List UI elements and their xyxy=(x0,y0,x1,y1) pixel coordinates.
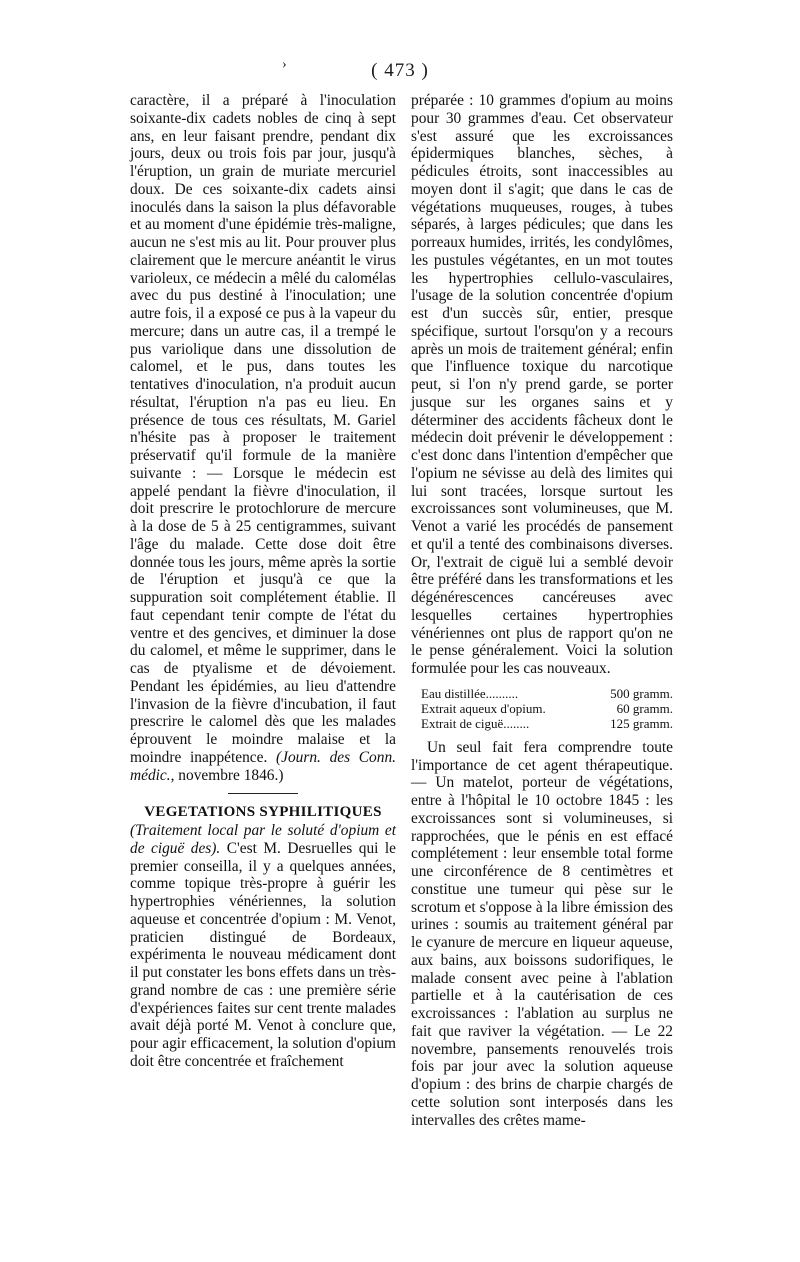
right-paragraph-1: préparée : 10 grammes d'opium au moins pour 30 grammes d'eau. Cet observateur s'est assuré que les excroissances épidermiques blanches, sèches, à pédicules étroits, sont inaccessibles au moyen dont il s'agit; que dans le cas de végétations muqueuses, rouges, à tubes séparés, à larges pédicules; que dans les porreaux humides, irrités, les condylômes, les pustules végétantes, en un mot toutes les hypertrophies cellulo-vasculaires, l'usage de la solution concentrée d'opium est d'un succès sûr, entier, presque spécifique, surtout l'orsqu'on y a recours après un mois de traitement général; enfin que l'influence toxique du narcotique peut, si l'on n'y prend garde, se porter jusque sur les organes sains et y déterminer des accidents fâcheux dont le médecin doit prévenir le développement : c'est donc dans l'intention d'empêcher que l'opium ne sévisse au delà des limites qui lui sont tracées, lorsque surtout les excroissances sont volumineuses, que M. Venot a varié les procédés de pansement et qu'il a tenté des combinaisons diverses. Or, l'extrait de ciguë lui a semblé devoir être préféré dans les transformations et les dégénérescences cancéreuses avec lesquelles certaines hypertrophies vénériennes ont plus de rapport qu'on ne le pense généralement. Voici la solution formulée pour les cas nouveaux. xyxy=(411,92,673,677)
formula-ingredient: Extrait de ciguë........ xyxy=(421,715,530,731)
formula-table xyxy=(411,686,673,731)
citation-source: (Journ. des Conn. médic. xyxy=(130,748,396,784)
left-paragraph-2-text: C'est M. Desruelles qui le premier conseilla, il y a quelques années, comme topique très-propre à guérir les hypertrophies vénériennes, la solution aqueuse et concentrée d'opium : M. Venot, praticien distingué de Bordeaux, expérimenta le nouveau médicament dont il put constater les bons effets dans un très-grand nombre de cas : une première série d'expériences faites sur cent trente malades avait déjà porté M. Venot à conclure que, pour agir efficacement, la solution d'opium doit être concentrée et fraîchement xyxy=(130,839,396,1070)
formula-ingredient: Extrait aqueux d'opium. xyxy=(421,700,546,716)
formula-ingredient: Eau distillée.......... xyxy=(421,685,519,701)
section-heading: VEGETATIONS SYPHILITIQUES xyxy=(144,804,382,821)
left-paragraph-2 xyxy=(130,822,396,1071)
left-paragraph-1-text: caractère, il a préparé à l'inoculation soixante-dix cadets nobles de cinq à sept ans, en leur faisant prendre, pendant dix jours, deux ou trois fois par jour, jusqu'à l'éruption, un grain de muriate mercuriel doux. De ces soixante-dix cadets ainsi inoculés dans la saison la plus défavorable et au moment d'une épidémie très-maligne, aucun ne s'est mis au lit. Pour prouver plus clairement que le mercure anéantit le virus varioleux, ce médecin a mêlé du calomélas avec du pus destiné à l'inoculation; une autre fois, il a exposé ce pus à la vapeur du mercure; dans un autre cas, il a trempé le pus variolique dans une dissolution de calomel, et le pus, dans toutes les tentatives d'inoculation, n'a produit aucun résultat, l'éruption n'a pas eu lieu. En présence de tous ces résultats, M. Gariel n'hésite pas à proposer le traitement préservatif qu'il formule de la manière suivante : — Lorsque le médecin est appelé pendant la fièvre d'inoculation, il doit prescrire le protochlorure de mercure à la dose de 5 à 25 centigrammes, suivant l'âge du malade. Cette dose doit être donnée tous les jours, même après la sortie de l'éruption et jusqu'à ce que la suppuration soit complétement établie. Il faut cependant tenir compte de l'état du ventre et des gencives, et diminuer la dose du calomel, et même le supprimer, dans le cas de ptyalisme et de dévoiement. Pendant les épidémies, au lieu d'attendre l'invasion de la fièvre d'incubation, il faut prescrire le calomel dès que les malades éprouvent le moindre malaise et la moindre inappétence. xyxy=(130,92,396,766)
left-column xyxy=(130,92,396,1071)
formula-quantity: 500 gramm. xyxy=(610,685,673,701)
formula-quantity: 125 gramm. xyxy=(610,715,673,731)
margin-mark: › xyxy=(282,57,288,72)
right-column xyxy=(411,92,673,1129)
section-subtitle: (Traitement local par le soluté d'opium et de ciguë des). xyxy=(130,822,396,857)
formula-row xyxy=(411,716,673,731)
left-paragraph-1 xyxy=(130,92,396,784)
formula-quantity: 60 gramm. xyxy=(616,700,673,716)
page-number xyxy=(0,57,800,82)
page-number-text: ( 473 ) xyxy=(371,60,429,81)
formula-row xyxy=(411,701,673,716)
right-paragraph-2: Un seul fait fera comprendre toute l'importance de cet agent thérapeutique. — Un matelot, porteur de végétations, entre à l'hôpital le 10 octobre 1845 : les excroissances sont si volumineuses, si rapprochées, que le pénis en est effacé complétement : leur ensemble total forme une circonférence de 8 centimètres et constitue une tumeur qui pèse sur le scrotum et s'oppose à la libre émission des urines : soumis au traitement général par le cyanure de mercure en liqueur aqueuse, aux bains, aux boissons sudorifiques, le malade consent avec peine à l'ablation partielle et à la cautérisation de ces excroissances : l'ablation au surplus ne fait que raviver la végétation. — Le 22 novembre, pansements renouvelés trois fois par jour avec la solution aqueuse d'opium : des brins de charpie chargés de cette solution sont interposés dans les intervalles des crêtes mame- xyxy=(411,738,673,1129)
section-divider xyxy=(228,793,298,794)
formula-row xyxy=(411,686,673,701)
citation-date: , novembre 1846.) xyxy=(170,766,284,784)
